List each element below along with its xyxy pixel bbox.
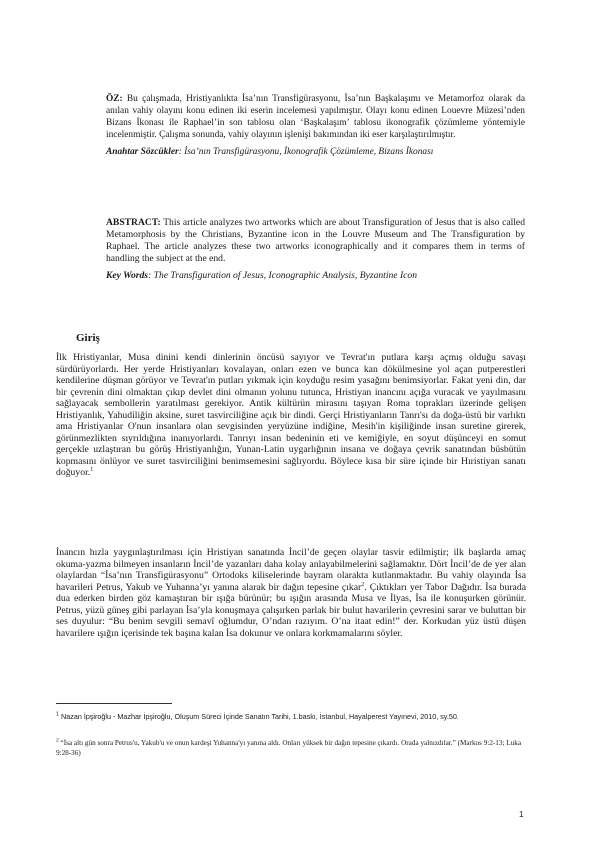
footnote-1: [56, 712, 526, 722]
english-keywords-text: : The Transfiguration of Jesus, Iconographic Analysis, Byzantine Icon: [148, 270, 417, 281]
turkish-keywords: [106, 146, 525, 158]
paragraph-2-quote: “Bu benim sevgili semavî oğlumdur, O’ndan razıyım. O’na itaat edin!”: [108, 616, 400, 627]
section-heading: Giriş: [76, 332, 100, 344]
oz-text: Bu çalışmada, Hristiyanlıkta İsa’nın Transfigürasyonu, İsa’nın Başkalaşımı ve Metamorfoz olarak da anılan vahiy olayını konu edinen iki eserin incelemesi yapılmıştır. Olayı konu edinen Louevre Müzesi’nden Bizans İkonası ile Raphael’in son tablosu olan ‘Başkalaşım’ tablosu ikonografik çözümleme yöntemiyle incelenmiştir. Çalışma sonunda, vahiy olayının işlenişi bakımından iki eser karşılaştırılmıştır.: [106, 94, 525, 140]
paragraph-1-text: İlk Hristiyanlar, Musa dinini kendi dinlerinin öncüsü sayıyor ve Tevrat'ın putlara karşı açmış olduğu savaşı sürdürüyorlardı. Her yerde Hristiyanları kovalayan, onları ezen ve bunca kan dökülmesine yol açan putperestleri kendilerine düşman görüyor ve Tevrat'ın putları yıkmak için koyduğu resim yasağını benimsiyorlar. Fakat yeni din, dar bir çevrenin dini olmaktan çıkıp devlet dini olmanın yolunu tutunca, Hristiyan inancını açığa vuracak ve yayılmasını sağlayacak sembollerin yaratılması gerekiyor. Antik kültürün mirasını taşıyan Roma toprakları üzerinde gelişen Hristiyanlık, Yahudiliğin aksine, suret tasvirciliğine açık bir dindi. Gerçi Hristiyanların Tanrı'sı da doğa-üstü bir varlıktı ama Hristiyanlar O'nun insanlara olan sevgisinden yeryüzüne indiğine, Mesih'in kişiliğinde insan suretine girerek, görünmezlikten sıyrıldığına inanıyorlardı. Tanrıyı insan bedeninin eti ve kemiğiyle, en soyut düşünceyi en somut gerçekle uzlaştıran bu görüş Hristiyanlığın, Yunan-Latin uygarlığının insana ve doğaya çevrik sanatından büsbütün kopmasını önlüyor ve suret tasvirciliğini benimsemesini sağlıyordu. Böylece kısa bir süre içinde bir Hıristiyan sanatı doğuyor.: [56, 352, 526, 478]
abstract-paragraph: [106, 217, 525, 265]
body-paragraph-2: [56, 547, 526, 639]
footnote-1-number: 1: [56, 711, 60, 718]
body-paragraph-1: [56, 352, 526, 479]
footnote-2: [56, 738, 526, 758]
turkish-abstract: [106, 93, 525, 158]
abstract-label: ABSTRACT:: [106, 217, 161, 228]
turkish-keywords-text: : İsa’nın Transfigürasyonu, İkonografik Çözümleme, Bizans İkonası: [178, 147, 434, 157]
english-abstract: [106, 217, 525, 282]
oz-label: ÖZ:: [106, 94, 123, 104]
footnote-ref-2[interactable]: 2: [361, 581, 365, 588]
turkish-keywords-label: Anahtar Sözcükler: [106, 147, 179, 157]
footnote-ref-1[interactable]: 1: [90, 466, 94, 473]
paragraph-2-text-a: İnancın hızla yaygınlaştırılması için Hristiyan sanatında İncil’de geçen olaylar tasvir edilmiştir; ilk başlarda amaç okuma-yazma bilmeyen insanların İncil’de yazanları daha kolay anlayabilmelerini sağlamaktır. Dört İncil’de de yer alan olaylardan “İsa’nın Transfigürasyonu” Ortodoks kiliselerinde bayram olarakta kutlanmaktadır. Bu vahiy olayında İsa havarileri Petrus, Yakub ve Yuhanna’yı yanına alarak bir dağın tepesine çıkar: [56, 547, 526, 593]
footnote-2-text: “İsa altı gün sonra Petrus'u, Yakub'u ve onun kardeşi Yuhanna'yı yanına aldı. Onları yüksek bir dağın tepesine çıkardı. Orada yalnızdılar.” (Markos 9:2-13; Luka 9:28-36): [56, 739, 522, 757]
english-keywords-label: Key Words: [106, 270, 149, 281]
oz-paragraph: [106, 93, 525, 141]
paragraph-2-text-b: . Çıktıkları yer Tabor Dağıdır. İsa burada dua ederken birden göz kamaştıran bir ışığa bürünür; bu ışığın arasında Musa ve İlyas, İsa ile konuşurken görünür. Petrus, yüzü güneş gibi parlayan İsa’yla konuşmaya çalışırken parlak bir bulut havarilerin çevresini sarar ve buluttan bir ses duyulur:: [56, 581, 526, 627]
abstract-text: This article analyzes two artworks which are about Transfiguration of Jesus that is also called Metamorphosis by the Christians, Byzantine icon in the Louvre Museum and The Transfiguration by Raphael. The article analyzes these two artworks iconographically and it compares them in terms of handling the subject at the end.: [106, 217, 525, 264]
english-keywords: [106, 270, 525, 282]
paragraph-2-text-c: der. Korkudan yüz üstü düşen havarilere ışığın içerisinde tek başına kalan İsa dokunur ve onlara korkmamalarını söyler.: [56, 616, 526, 639]
footnote-2-number: 2: [56, 737, 59, 744]
page-number: 1: [519, 810, 524, 819]
footnote-1-text: Nazan İpşiroğlu - Mazhar İpşiroğlu, Oluşum Süreci İçinde Sanatın Tarihi, 1.baskı, İstanbul, Hayalperest Yayınevi, 2010, sy.50.: [59, 712, 459, 721]
footnote-divider: [56, 703, 172, 704]
